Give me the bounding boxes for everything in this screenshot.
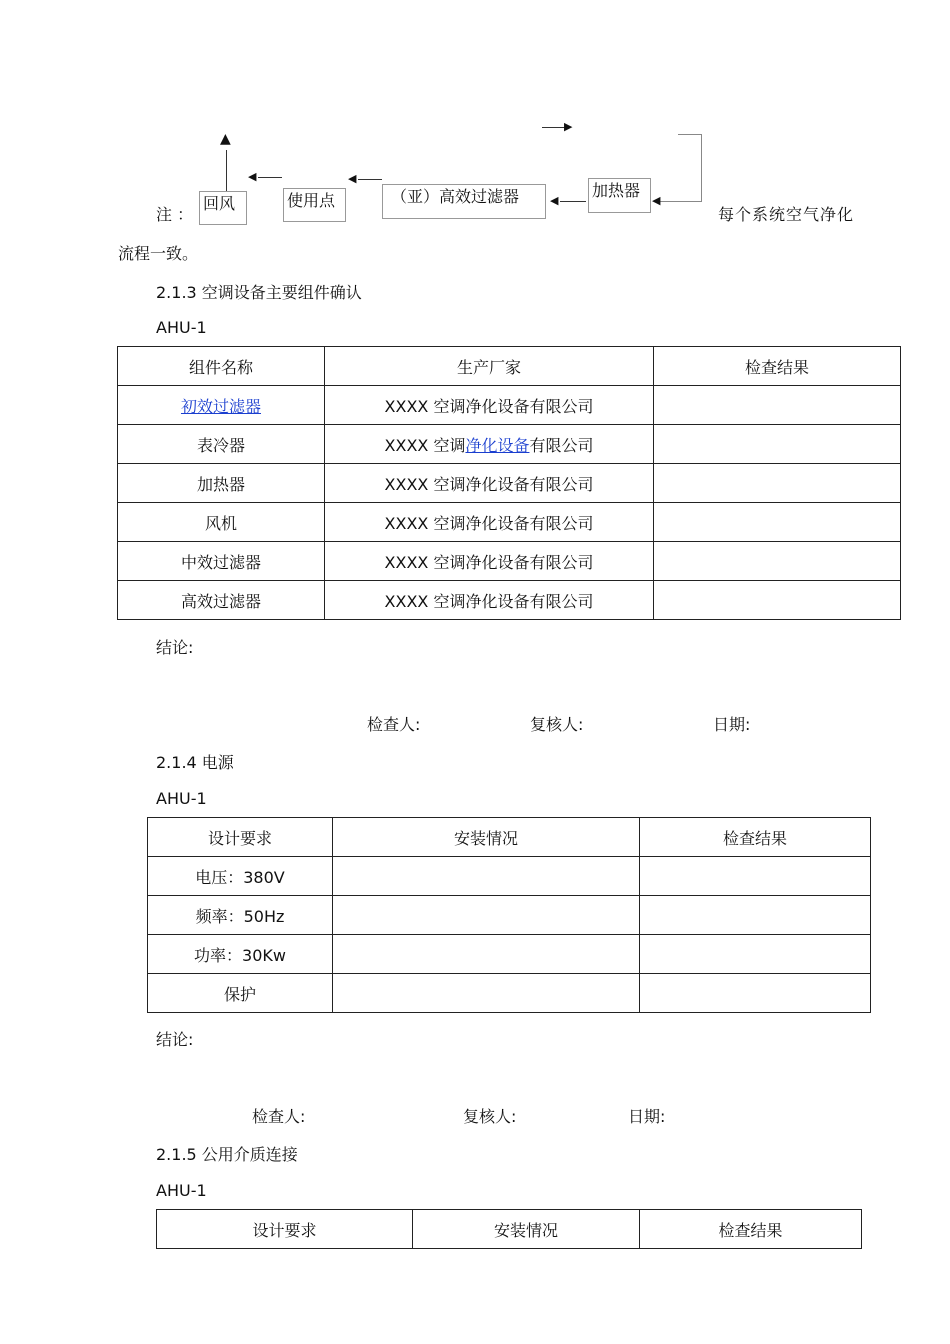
table-header-row <box>157 1210 862 1249</box>
table-row <box>148 974 871 1013</box>
component-name: 风机 <box>118 503 325 542</box>
header-component-name: 组件名称 <box>118 347 325 386</box>
conclusion-label: 结论: <box>156 1030 194 1049</box>
checker-label: 检查人: <box>367 715 421 734</box>
table-row <box>118 542 901 581</box>
left-arrow-icon: ◀ <box>652 194 661 207</box>
table-header-row <box>118 347 901 386</box>
check-result <box>654 425 901 464</box>
conclusion-label: 结论: <box>156 638 194 657</box>
check-result <box>640 935 871 974</box>
right-arrow-icon: ▶ <box>564 120 573 133</box>
header-manufacturer: 生产厂家 <box>325 347 654 386</box>
check-result <box>654 464 901 503</box>
manufacturer-part: XXXX 空调 <box>384 435 466 455</box>
check-result <box>654 581 901 620</box>
manufacturer: XXXX 空调净化设备有限公司 <box>325 464 654 503</box>
design-requirement: 功率：30Kw <box>148 935 333 974</box>
return-air-box: 回风 <box>199 191 247 225</box>
up-arrow-icon: ▲ <box>220 131 231 147</box>
design-requirement: 电压：380V <box>148 857 333 896</box>
installation <box>333 935 640 974</box>
design-requirement: 频率：50Hz <box>148 896 333 935</box>
component-name: 表冷器 <box>118 425 325 464</box>
note-label: 注 ： <box>156 205 194 224</box>
manufacturer: XXXX 空调净化设备有限公司 <box>325 542 654 581</box>
table-row <box>148 935 871 974</box>
reviewer-label: 复核人: <box>530 715 584 734</box>
header-design-requirement: 设计要求 <box>148 818 333 857</box>
installation <box>333 896 640 935</box>
table-row <box>118 464 901 503</box>
loop-line-right <box>701 134 702 202</box>
component-name[interactable] <box>118 386 325 425</box>
manufacturer: XXXX 空调净化设备有限公司 <box>325 581 654 620</box>
header-check-result: 检查结果 <box>640 818 871 857</box>
manufacturer: XXXX 空调净化设备有限公司 <box>325 386 654 425</box>
component-name: 高效过滤器 <box>118 581 325 620</box>
check-result <box>654 542 901 581</box>
note-tail: 每个系统空气净化 <box>718 205 855 224</box>
arrow-shaft-4 <box>258 177 282 178</box>
manufacturer-link[interactable]: 净化设备 <box>465 435 530 455</box>
left-arrow-icon: ◀ <box>248 170 257 183</box>
utilities-table <box>156 1209 862 1249</box>
unit-label: AHU-1 <box>156 1181 207 1200</box>
arrow-shaft-2 <box>560 201 586 202</box>
check-result <box>654 386 901 425</box>
left-arrow-icon: ◀ <box>550 194 559 207</box>
header-installation: 安装情况 <box>413 1210 640 1249</box>
section-heading-2-1-3: 2.1.3 空调设备主要组件确认 <box>156 283 362 302</box>
table-row <box>148 896 871 935</box>
heater-box: 加热器 <box>588 178 651 213</box>
component-link[interactable]: 初效过滤器 <box>180 396 261 416</box>
loop-line-bottom <box>660 201 702 202</box>
design-requirement: 保护 <box>148 974 333 1013</box>
check-result <box>640 896 871 935</box>
table-row <box>148 857 871 896</box>
header-installation: 安装情况 <box>333 818 640 857</box>
manufacturer <box>325 425 654 464</box>
manufacturer-part: 有限公司 <box>529 435 594 455</box>
unit-label: AHU-1 <box>156 789 207 808</box>
manufacturer: XXXX 空调净化设备有限公司 <box>325 503 654 542</box>
table-row <box>118 581 901 620</box>
table-row <box>118 386 901 425</box>
hepa-box: （亚）高效过滤器 <box>382 184 546 219</box>
check-result <box>640 857 871 896</box>
check-result <box>640 974 871 1013</box>
date-label: 日期: <box>713 715 751 734</box>
reviewer-label: 复核人: <box>463 1107 517 1126</box>
installation <box>333 974 640 1013</box>
power-table <box>147 817 871 1013</box>
section-heading-2-1-4: 2.1.4 电源 <box>156 753 234 772</box>
header-check-result: 检查结果 <box>640 1210 862 1249</box>
components-table <box>117 346 901 620</box>
loop-line-top <box>678 134 702 135</box>
checker-label: 检查人: <box>252 1107 306 1126</box>
installation <box>333 857 640 896</box>
check-result <box>654 503 901 542</box>
header-design-requirement: 设计要求 <box>157 1210 413 1249</box>
section-heading-2-1-5: 2.1.5 公用介质连接 <box>156 1145 298 1164</box>
component-name: 加热器 <box>118 464 325 503</box>
left-arrow-icon: ◀ <box>348 172 357 185</box>
arrow-shaft-3 <box>358 179 382 180</box>
component-name: 中效过滤器 <box>118 542 325 581</box>
table-header-row <box>148 818 871 857</box>
unit-label: AHU-1 <box>156 318 207 337</box>
table-row <box>118 503 901 542</box>
table-row <box>118 425 901 464</box>
header-check-result: 检查结果 <box>654 347 901 386</box>
up-arrow-shaft <box>226 150 227 194</box>
use-point-box: 使用点 <box>283 188 346 222</box>
note-continued: 流程一致。 <box>118 244 199 263</box>
date-label: 日期: <box>628 1107 666 1126</box>
